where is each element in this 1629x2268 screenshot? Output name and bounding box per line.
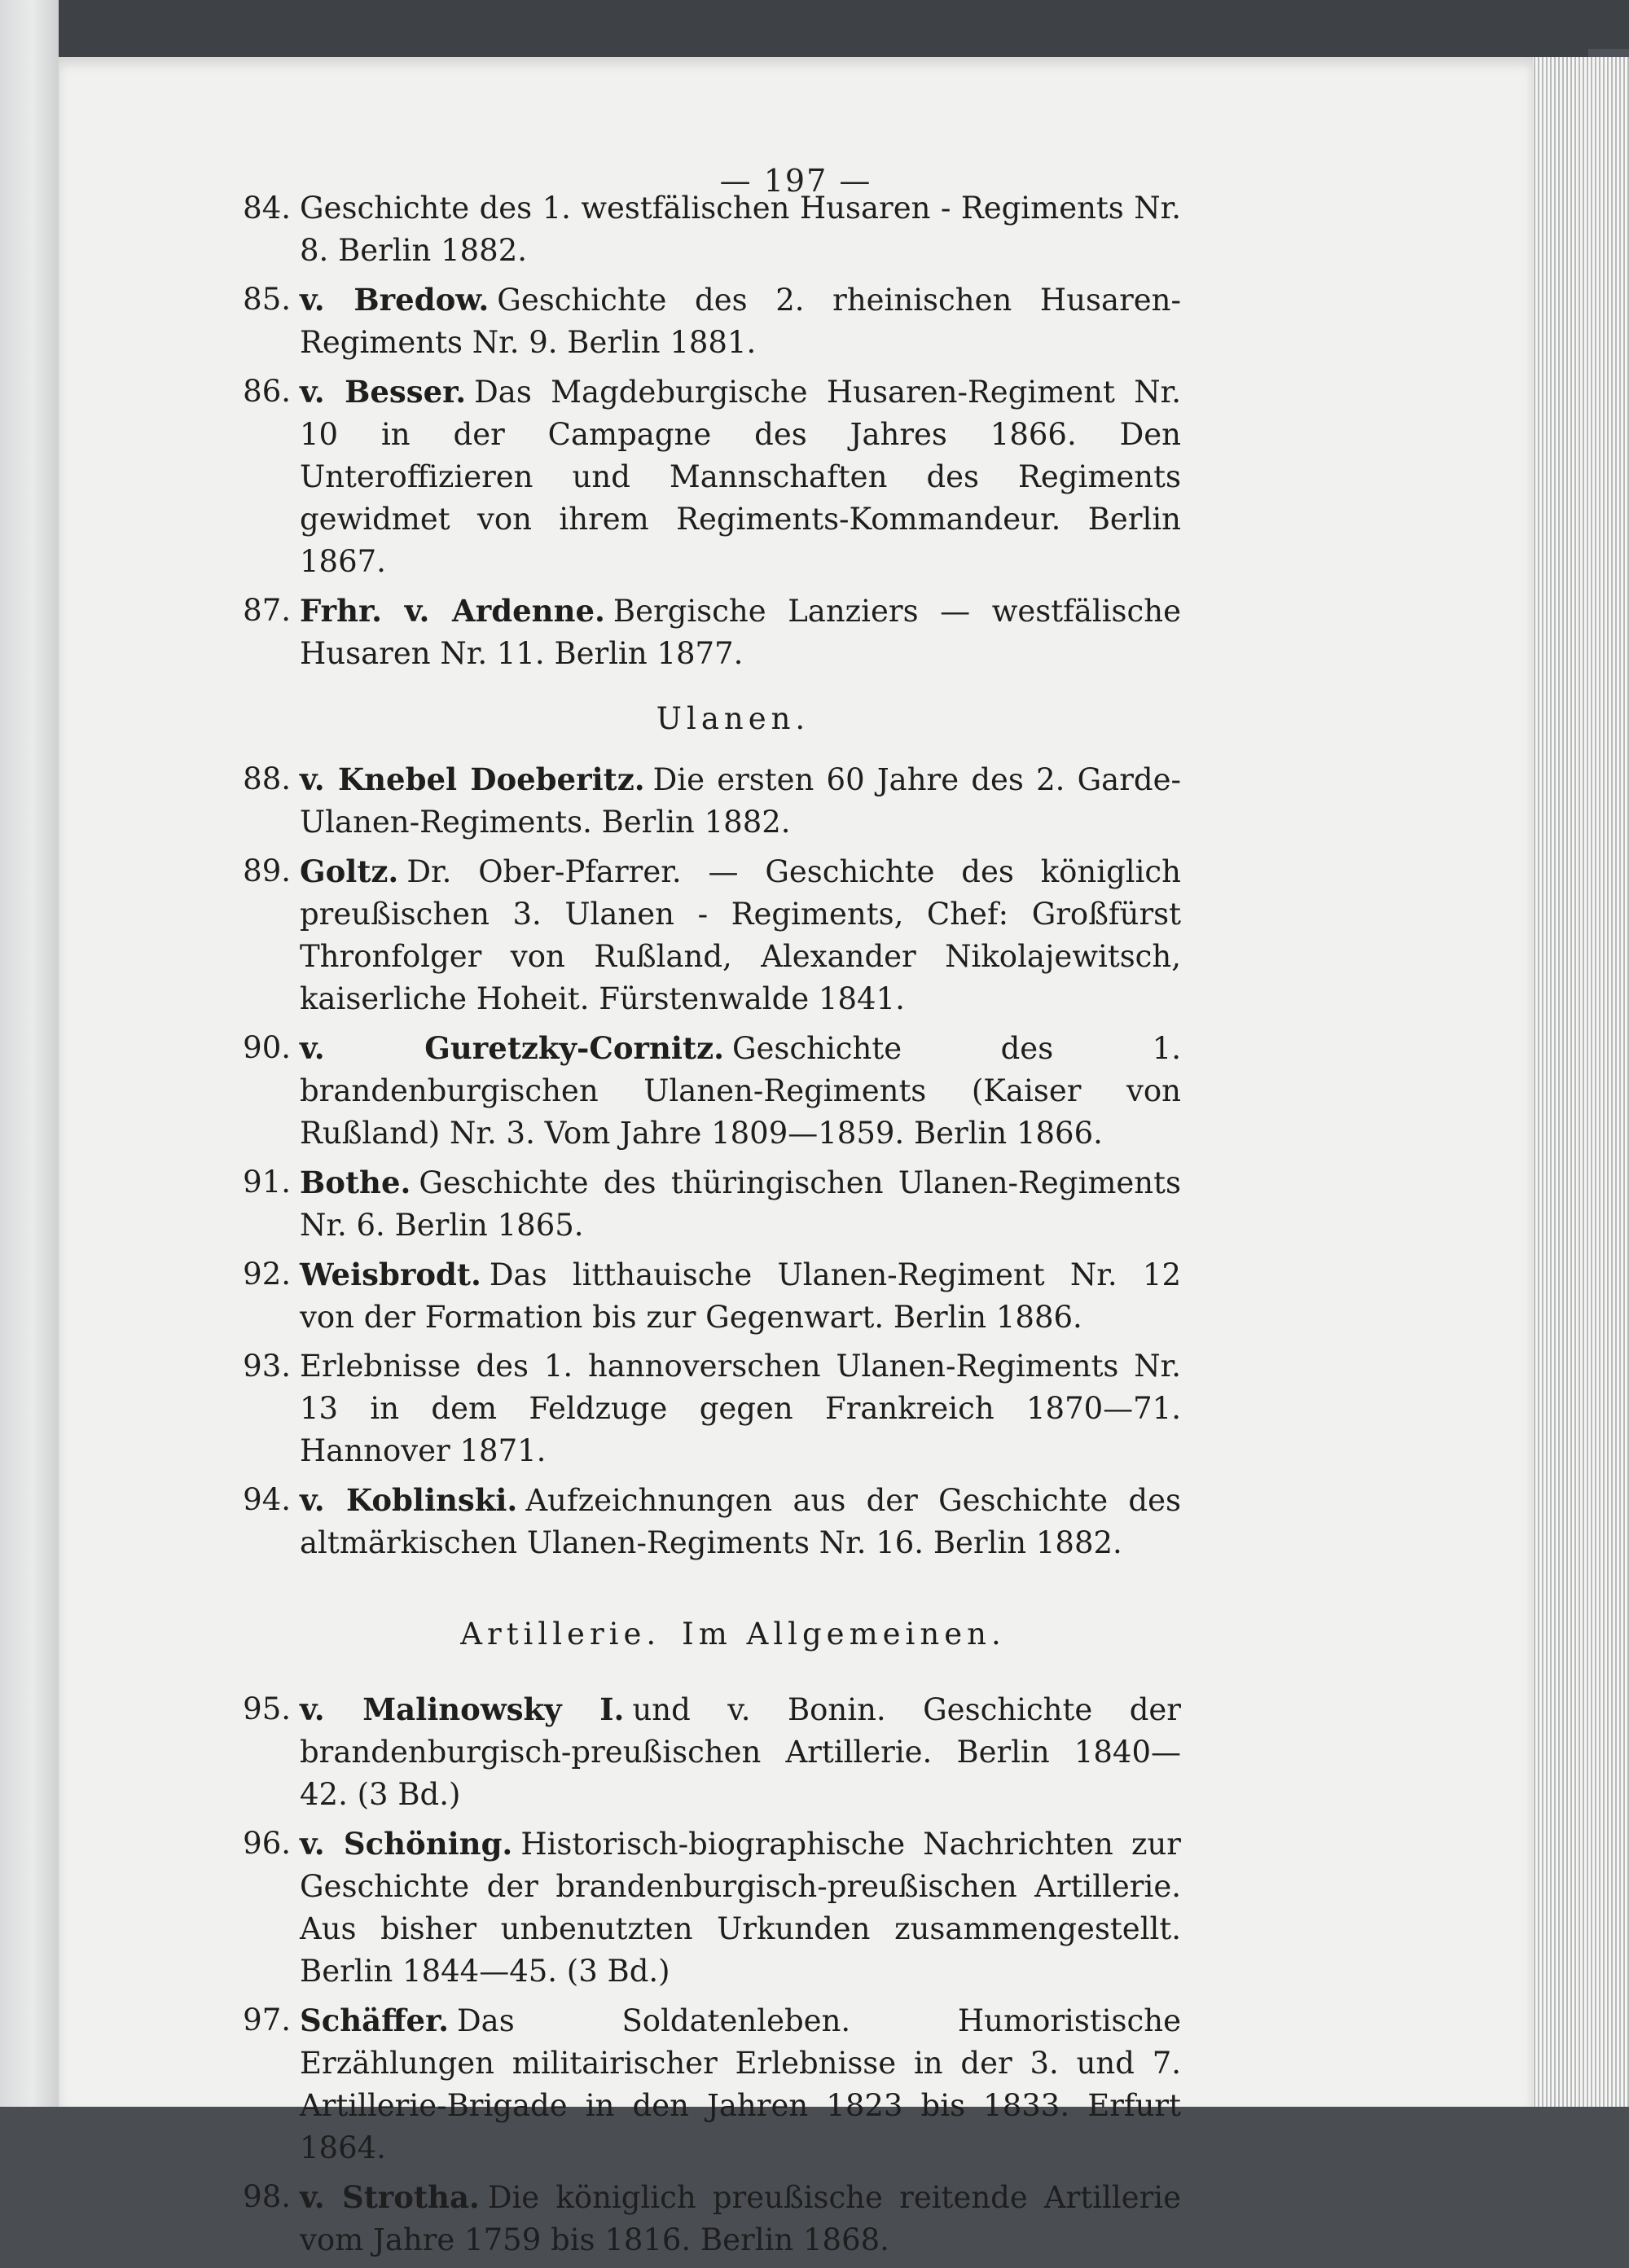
entry-number: 93. xyxy=(243,1349,291,1384)
entry-text: Das Magdeburgische Husaren-Regiment Nr. 10 in der Campagne des Jahres 1866. Den Unteroffizieren und Mannschaften des Regiments gewidmet von ihrem Regiments-Kommandeur. Berlin 1867. xyxy=(300,375,1181,579)
entry-list-artillerie xyxy=(236,1688,1181,2261)
book-binding xyxy=(0,0,1629,65)
bibliography-entry xyxy=(236,590,1181,675)
scanner-strip xyxy=(0,0,59,2107)
entry-list-ulanen xyxy=(236,758,1181,1564)
entry-author: v. Besser. xyxy=(300,374,467,410)
entry-author: v. Bredow. xyxy=(300,282,490,318)
entry-author: Bothe. xyxy=(300,1165,411,1200)
heading-allgemeinen-label: Im Allgemeinen. xyxy=(682,1617,1006,1652)
entry-text: Geschichte des 1. westfälischen Husaren - Regiments Nr. 8. Berlin 1882. xyxy=(300,191,1181,268)
entry-author: Frhr. v. Ardenne. xyxy=(300,593,605,629)
bibliography-entry xyxy=(236,1161,1181,1247)
entry-text: Erlebnisse des 1. hannoverschen Ulanen-Regiments Nr. 13 in dem Feldzuge gegen Frankreich 1870—71. Hannover 1871. xyxy=(300,1349,1181,1468)
entry-text: Geschichte des 1. brandenburgischen Ulanen-Regiments (Kaiser von Rußland) Nr. 3. Vom Jahre 1809—1859. Berlin 1866. xyxy=(300,1031,1181,1151)
bibliography-entry xyxy=(236,758,1181,844)
bibliography-entry xyxy=(236,1027,1181,1155)
entry-text: Dr. Ober-Pfarrer. — Geschichte des königlich preußischen 3. Ulanen - Regiments, Chef: Großfürst Thronfolger von Rußland, Alexander Nikolajewitsch, kaiserliche Hoheit. Fürstenwalde 1841. xyxy=(300,854,1181,1016)
page-content xyxy=(236,187,1181,2268)
entry-text: Das litthauische Ulanen-Regiment Nr. 12 von der Formation bis zur Gegenwart. Berlin 1886. xyxy=(300,1257,1181,1335)
page-number: — 197 — xyxy=(719,163,872,199)
entry-author: v. Guretzky-Cornitz. xyxy=(300,1030,724,1066)
entry-text: Historisch-biographische Nachrichten zur Geschichte der brandenburgisch-preußischen Artillerie. Aus bisher unbenutzten Urkunden zusammengestellt. Berlin 1844—45. (3 Bd.) xyxy=(300,1827,1181,1989)
entry-number: 89. xyxy=(243,853,291,888)
bibliography-entry xyxy=(236,371,1181,583)
entry-number: 98. xyxy=(243,2179,291,2214)
entry-author: Schäffer. xyxy=(300,2003,450,2038)
bibliography-entry xyxy=(236,2176,1181,2261)
entry-number: 96. xyxy=(243,1826,291,1861)
page-edges xyxy=(1531,57,1629,2107)
entry-list-husaren xyxy=(236,187,1181,675)
bibliography-entry xyxy=(236,1345,1181,1472)
entry-author: v. Strotha. xyxy=(300,2179,480,2215)
entry-author: v. Knebel Doeberitz. xyxy=(300,761,645,797)
entry-text: und v. Bonin. Geschichte der brandenburgisch-preußischen Artillerie. Berlin 1840—42. (3 Bd.) xyxy=(300,1692,1181,1812)
entry-text: Aufzeichnungen aus der Geschichte des altmärkischen Ulanen-Regiments Nr. 16. Berlin 1882. xyxy=(300,1483,1181,1560)
entry-number: 85. xyxy=(243,282,291,317)
entry-number: 92. xyxy=(243,1257,291,1292)
entry-author: v. Koblinski. xyxy=(300,1482,518,1518)
bibliography-entry xyxy=(236,1999,1181,2169)
entry-author: Weisbrodt. xyxy=(300,1257,481,1292)
entry-number: 94. xyxy=(243,1482,291,1517)
bibliography-entry xyxy=(236,1479,1181,1564)
entry-text: Geschichte des 2. rheinischen Husaren-Regiments Nr. 9. Berlin 1881. xyxy=(300,283,1181,360)
bibliography-entry xyxy=(236,1253,1181,1339)
entry-number: 90. xyxy=(243,1030,291,1065)
entry-text: Geschichte des thüringischen Ulanen-Regiments Nr. 6. Berlin 1865. xyxy=(300,1165,1181,1243)
section-heading-artillerie xyxy=(285,1613,1181,1656)
bibliography-entry xyxy=(236,187,1181,272)
entry-text: Bergische Lanziers — westfälische Husaren Nr. 11. Berlin 1877. xyxy=(300,594,1181,671)
entry-text: Die königlich preußische reitende Artillerie vom Jahre 1759 bis 1816. Berlin 1868. xyxy=(300,2180,1182,2257)
heading-artillerie-label: Artillerie. xyxy=(460,1617,661,1652)
entry-number: 84. xyxy=(243,191,291,226)
entry-number: 97. xyxy=(243,2003,291,2038)
entry-author: Goltz. xyxy=(300,853,399,889)
entry-number: 91. xyxy=(243,1165,291,1200)
entry-author: v. Schöning. xyxy=(300,1826,513,1862)
bibliography-entry xyxy=(236,1688,1181,1816)
entry-number: 87. xyxy=(243,593,291,628)
bibliography-entry xyxy=(236,850,1181,1020)
bibliography-entry xyxy=(236,279,1181,364)
entry-number: 95. xyxy=(243,1691,291,1726)
entry-number: 86. xyxy=(243,374,291,409)
bibliography-entry xyxy=(236,1823,1181,1993)
entry-number: 88. xyxy=(243,761,291,796)
entry-author: v. Malinowsky I. xyxy=(300,1691,625,1727)
entry-text: Die ersten 60 Jahre des 2. Garde-Ulanen-Regiments. Berlin 1882. xyxy=(300,762,1181,840)
entry-text: Das Soldatenleben. Humoristische Erzählungen militairischer Erlebnisse in der 3. und 7. Artillerie-Brigade in den Jahren 1823 bis 1833. Erfurt 1864. xyxy=(300,2003,1181,2165)
section-heading-ulanen: Ulanen. xyxy=(656,701,810,736)
